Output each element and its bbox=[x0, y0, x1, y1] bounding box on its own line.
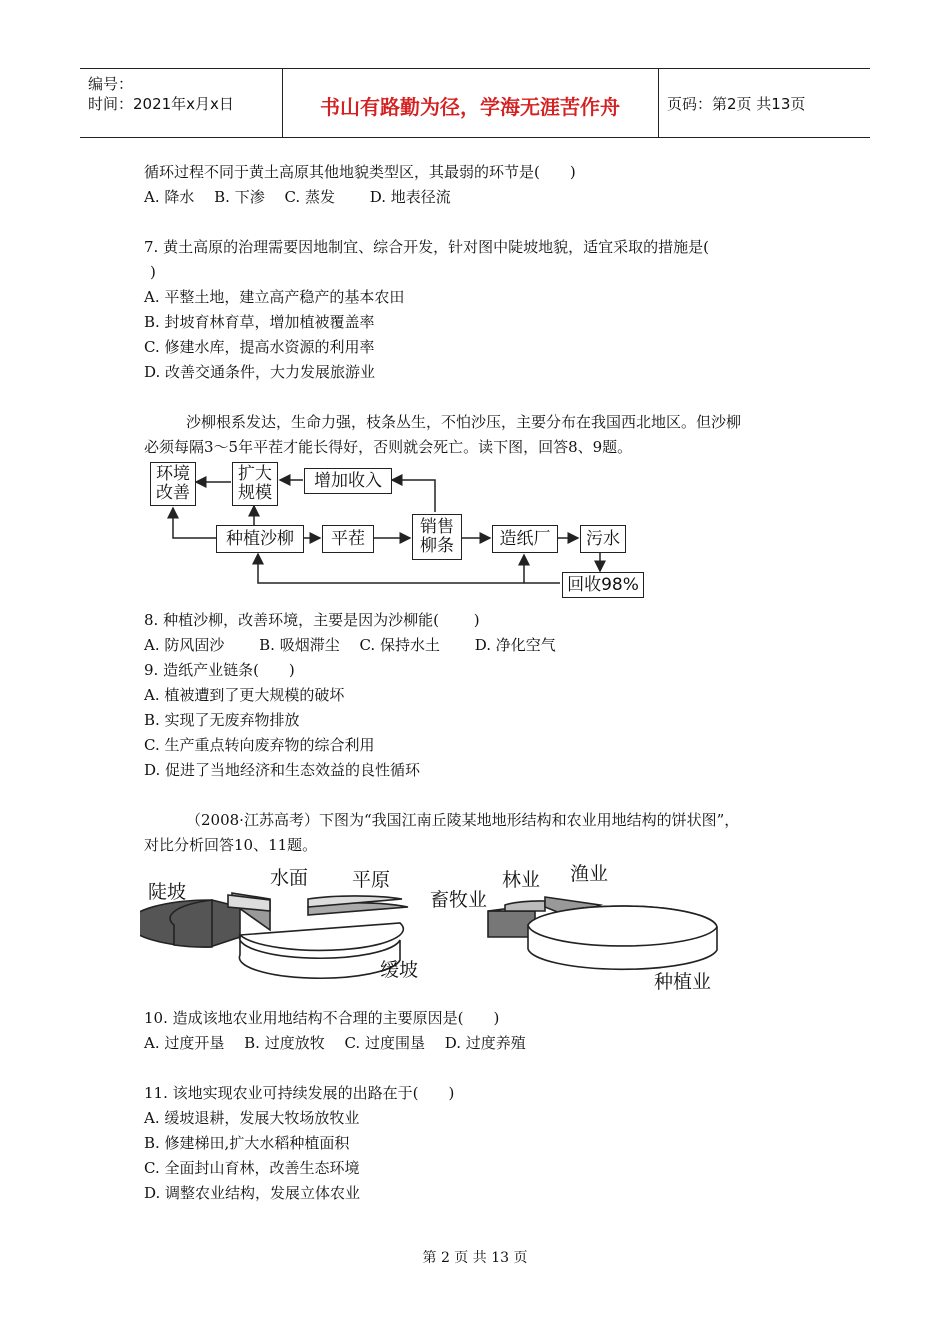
label-farming: 种植业 bbox=[654, 971, 712, 993]
q11-option-a: A. 缓坡退耕，发展大牧场放牧业 bbox=[144, 1109, 360, 1127]
q7-stem-line1: 7. 黄土高原的治理需要因地制宜、综合开发，针对图中陡坡地貌，适宜采取的措施是( bbox=[144, 238, 709, 256]
q9-option-d: D. 促进了当地经济和生态效益的良性循环 bbox=[144, 761, 421, 779]
label-forestry: 林业 bbox=[502, 869, 541, 891]
q9-option-b: B. 实现了无废弃物排放 bbox=[144, 711, 300, 729]
number-label: 编号： bbox=[88, 75, 134, 93]
landuse-forestry-slice bbox=[505, 901, 545, 911]
q11-option-c: C. 全面封山育林，改善生态环境 bbox=[144, 1159, 360, 1177]
landuse-farming-top bbox=[528, 906, 717, 946]
shaliu-flow-diagram bbox=[140, 458, 660, 603]
header-info-cell bbox=[80, 69, 283, 137]
intro89-line1: 沙柳根系发达，生命力强，枝条丛生，不怕沙压，主要分布在我国西北地区。但沙柳 bbox=[186, 413, 742, 431]
q8-stem: 8. 种植沙柳，改善环境，主要是因为沙柳能( ) bbox=[144, 611, 480, 629]
flow-env-improve: 环境 改善 bbox=[150, 462, 196, 506]
flow-sell-branches: 销售 柳条 bbox=[412, 514, 462, 560]
label-fishery: 渔业 bbox=[570, 863, 609, 885]
q11-option-b: B. 修建梯田,扩大水稻种植面积 bbox=[144, 1134, 350, 1152]
intro89-line2: 必须每隔3～5年平茬才能长得好，否则就会死亡。读下图，回答8、9题。 bbox=[144, 438, 633, 456]
pie-charts bbox=[140, 855, 740, 1000]
label-steep-slope: 陡坡 bbox=[148, 881, 187, 903]
label-livestock: 畜牧业 bbox=[430, 889, 488, 911]
terrain-gentle-slice bbox=[240, 923, 403, 950]
q9-option-c: C. 生产重点转向废弃物的综合利用 bbox=[144, 736, 375, 754]
q7-option-d: D. 改善交通条件，大力发展旅游业 bbox=[144, 363, 376, 381]
q11-option-d: D. 调整农业结构，发展立体农业 bbox=[144, 1184, 361, 1202]
page-footer: 第 2 页 共 13 页 bbox=[422, 1250, 528, 1266]
q7-option-c: C. 修建水库，提高水资源的利用率 bbox=[144, 338, 375, 356]
intro1011-line1: （2008·江苏高考）下图为“我国江南丘陵某地地形结构和农业用地结构的饼状图”， bbox=[186, 811, 740, 829]
q9-option-a: A. 植被遭到了更大规模的破坏 bbox=[144, 686, 345, 704]
label-plain: 平原 bbox=[352, 869, 391, 891]
label-gentle-slope: 缓坡 bbox=[380, 959, 419, 981]
header-motto: 书山有路勤为径，学海无涯苦作舟 bbox=[320, 95, 620, 119]
intro1011-line2: 对比分析回答10、11题。 bbox=[144, 836, 318, 854]
q7-option-a: A. 平整土地，建立高产稳产的基本农田 bbox=[144, 288, 405, 306]
header-page-cell bbox=[658, 69, 871, 137]
flow-expand-scale: 扩大 规模 bbox=[232, 462, 278, 506]
q6-options: A. 降水 B. 下渗 C. 蒸发 D. 地表径流 bbox=[144, 188, 451, 206]
flow-increase-income: 增加收入 bbox=[304, 468, 392, 494]
q7-stem-line2: ) bbox=[150, 263, 156, 281]
q10-stem: 10. 造成该地农业用地结构不合理的主要原因是( ) bbox=[144, 1009, 500, 1027]
q10-options: A. 过度开垦 B. 过度放牧 C. 过度围垦 D. 过度养殖 bbox=[144, 1034, 526, 1052]
flow-recycle: 回收98% bbox=[562, 572, 644, 598]
q7-option-b: B. 封坡育林育草，增加植被覆盖率 bbox=[144, 313, 375, 331]
q6-stem: 循环过程不同于黄土高原其他地貌类型区，其最弱的环节是( ) bbox=[144, 163, 576, 181]
label-water-surface: 水面 bbox=[270, 867, 309, 889]
page-label: 页码：第2页 共13页 bbox=[667, 95, 806, 113]
flow-paper-mill: 造纸厂 bbox=[492, 525, 558, 553]
page-header bbox=[80, 68, 870, 138]
q11-stem: 11. 该地实现农业可持续发展的出路在于( ) bbox=[144, 1084, 455, 1102]
q9-stem: 9. 造纸产业链条( ) bbox=[144, 661, 295, 679]
flow-sewage: 污水 bbox=[580, 525, 626, 553]
flow-plant-shaliu: 种植沙柳 bbox=[216, 525, 304, 553]
date-label: 时间：2021年x月x日 bbox=[88, 95, 234, 113]
pie-drawings bbox=[140, 855, 740, 1000]
q8-options: A. 防风固沙 B. 吸烟滞尘 C. 保持水土 D. 净化空气 bbox=[144, 636, 556, 654]
flow-cut: 平茬 bbox=[322, 525, 374, 553]
